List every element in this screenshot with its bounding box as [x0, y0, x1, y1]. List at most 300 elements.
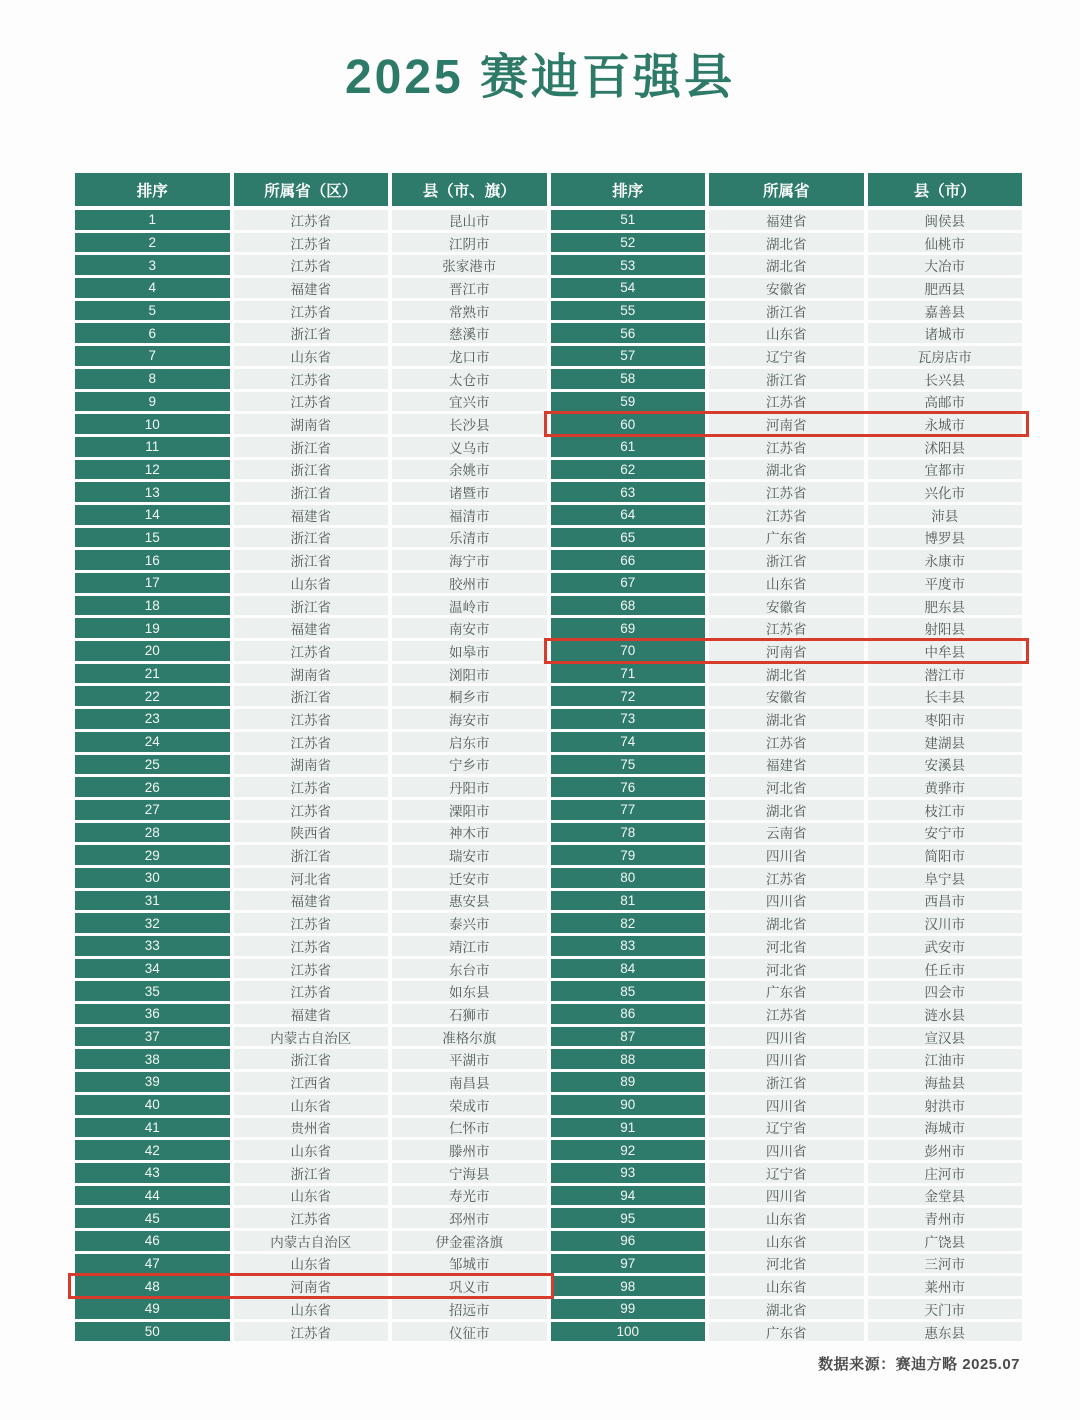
- ranking-table-51-100: [551, 173, 1023, 1341]
- county-cell: 滕州市: [392, 1140, 547, 1160]
- rank-column-header: 排序: [75, 173, 230, 206]
- rank-cell: 39: [75, 1072, 230, 1092]
- province-cell: 江苏省: [234, 981, 389, 1001]
- table-row: [75, 868, 547, 888]
- province-cell: 浙江省: [709, 369, 864, 389]
- province-cell: 福建省: [234, 505, 389, 525]
- table-row: [551, 437, 1023, 457]
- table-row: [551, 323, 1023, 343]
- rank-cell: 97: [551, 1254, 706, 1274]
- table-row: [75, 959, 547, 979]
- rank-cell: 46: [75, 1231, 230, 1251]
- rank-cell: 49: [75, 1299, 230, 1319]
- county-cell: 江油市: [868, 1049, 1023, 1069]
- rank-cell: 85: [551, 981, 706, 1001]
- province-cell: 河北省: [234, 868, 389, 888]
- rank-cell: 51: [551, 210, 706, 230]
- county-cell: 邹城市: [392, 1254, 547, 1274]
- county-cell: 神木市: [392, 823, 547, 843]
- county-cell: 海城市: [868, 1118, 1023, 1138]
- province-cell: 陕西省: [234, 823, 389, 843]
- county-cell: 永城市: [868, 414, 1023, 434]
- table-row: [75, 732, 547, 752]
- table-row: [551, 528, 1023, 548]
- table-row: [75, 573, 547, 593]
- county-cell: 昆山市: [392, 210, 547, 230]
- county-cell: 长兴县: [868, 369, 1023, 389]
- table-row: [75, 1322, 547, 1342]
- county-cell: 青州市: [868, 1208, 1023, 1228]
- rank-cell: 75: [551, 755, 706, 775]
- county-cell: 福清市: [392, 505, 547, 525]
- table-header-row: [75, 173, 547, 206]
- rank-cell: 56: [551, 323, 706, 343]
- province-cell: 江苏省: [234, 913, 389, 933]
- table-row: [75, 845, 547, 865]
- county-cell: 中牟县: [868, 641, 1023, 661]
- table-row-highlighted: [75, 1276, 547, 1296]
- province-cell: 江苏省: [234, 709, 389, 729]
- rank-cell: 4: [75, 278, 230, 298]
- county-cell: 任丘市: [868, 959, 1023, 979]
- province-cell: 江苏省: [709, 437, 864, 457]
- table-row: [551, 255, 1023, 275]
- table-row: [75, 1140, 547, 1160]
- rank-cell: 20: [75, 641, 230, 661]
- province-cell: 湖北省: [709, 255, 864, 275]
- table-row: [551, 210, 1023, 230]
- county-cell: 宁海县: [392, 1163, 547, 1183]
- table-row: [551, 845, 1023, 865]
- county-cell: 简阳市: [868, 845, 1023, 865]
- rank-cell: 7: [75, 346, 230, 366]
- county-cell: 汉川市: [868, 913, 1023, 933]
- county-cell: 惠安县: [392, 891, 547, 911]
- table-row: [551, 1027, 1023, 1047]
- rank-cell: 36: [75, 1004, 230, 1024]
- county-cell: 宣汉县: [868, 1027, 1023, 1047]
- province-cell: 湖北省: [709, 233, 864, 253]
- rank-cell: 94: [551, 1186, 706, 1206]
- table-row: [75, 981, 547, 1001]
- table-row: [75, 505, 547, 525]
- county-cell: 宜兴市: [392, 392, 547, 412]
- county-cell: 常熟市: [392, 301, 547, 321]
- county-cell: 温岭市: [392, 596, 547, 616]
- table-row: [75, 1118, 547, 1138]
- province-cell: 浙江省: [234, 1049, 389, 1069]
- table-row: [75, 686, 547, 706]
- table-row: [75, 1004, 547, 1024]
- table-row: [75, 301, 547, 321]
- province-cell: 河北省: [709, 959, 864, 979]
- province-cell: 江苏省: [709, 482, 864, 502]
- rank-cell: 54: [551, 278, 706, 298]
- county-cell: 余姚市: [392, 460, 547, 480]
- province-cell: 山东省: [709, 1208, 864, 1228]
- table-row: [551, 460, 1023, 480]
- table-row: [551, 1163, 1023, 1183]
- county-cell: 平度市: [868, 573, 1023, 593]
- table-row: [551, 913, 1023, 933]
- table-row: [75, 1163, 547, 1183]
- rank-cell: 23: [75, 709, 230, 729]
- county-cell: 高邮市: [868, 392, 1023, 412]
- rank-cell: 92: [551, 1140, 706, 1160]
- rank-cell: 70: [551, 641, 706, 661]
- county-cell: 彭州市: [868, 1140, 1023, 1160]
- table-row: [75, 255, 547, 275]
- province-cell: 山东省: [709, 1276, 864, 1296]
- rank-cell: 32: [75, 913, 230, 933]
- county-cell: 西昌市: [868, 891, 1023, 911]
- county-cell: 宜都市: [868, 460, 1023, 480]
- table-row: [551, 233, 1023, 253]
- county-cell: 江阴市: [392, 233, 547, 253]
- table-row: [75, 323, 547, 343]
- province-cell: 浙江省: [234, 460, 389, 480]
- province-cell: 江苏省: [709, 868, 864, 888]
- table-row: [551, 1118, 1023, 1138]
- province-cell: 浙江省: [234, 482, 389, 502]
- table-row-highlighted: [551, 414, 1023, 434]
- county-cell: 枝江市: [868, 800, 1023, 820]
- province-cell: 江苏省: [234, 301, 389, 321]
- rank-cell: 5: [75, 301, 230, 321]
- table-row: [75, 936, 547, 956]
- table-row: [551, 1095, 1023, 1115]
- county-cell: 建湖县: [868, 732, 1023, 752]
- county-cell: 仙桃市: [868, 233, 1023, 253]
- rank-cell: 24: [75, 732, 230, 752]
- province-cell: 山东省: [709, 1231, 864, 1251]
- province-cell: 浙江省: [234, 845, 389, 865]
- table-row: [75, 1299, 547, 1319]
- table-row: [551, 369, 1023, 389]
- table-row: [551, 1231, 1023, 1251]
- table-row: [551, 1254, 1023, 1274]
- table-row: [75, 369, 547, 389]
- table-row: [75, 664, 547, 684]
- county-cell: 伊金霍洛旗: [392, 1231, 547, 1251]
- province-cell: 云南省: [709, 823, 864, 843]
- county-cell: 武安市: [868, 936, 1023, 956]
- county-cell: 仁怀市: [392, 1118, 547, 1138]
- province-cell: 浙江省: [234, 686, 389, 706]
- rank-cell: 81: [551, 891, 706, 911]
- province-cell: 福建省: [234, 618, 389, 638]
- table-row: [551, 891, 1023, 911]
- province-cell: 湖南省: [234, 755, 389, 775]
- county-cell: 瓦房店市: [868, 346, 1023, 366]
- province-cell: 四川省: [709, 845, 864, 865]
- table-row: [75, 913, 547, 933]
- province-cell: 山东省: [234, 1186, 389, 1206]
- province-cell: 江苏省: [234, 255, 389, 275]
- rank-cell: 19: [75, 618, 230, 638]
- county-cell: 丹阳市: [392, 777, 547, 797]
- county-cell: 南昌县: [392, 1072, 547, 1092]
- table-row: [551, 755, 1023, 775]
- province-cell: 湖北省: [709, 664, 864, 684]
- table-row: [551, 618, 1023, 638]
- province-cell: 辽宁省: [709, 346, 864, 366]
- table-row: [551, 868, 1023, 888]
- province-cell: 江苏省: [234, 641, 389, 661]
- table-row: [75, 641, 547, 661]
- county-cell: 兴化市: [868, 482, 1023, 502]
- province-cell: 河南省: [709, 414, 864, 434]
- table-row: [551, 1072, 1023, 1092]
- table-row: [551, 1299, 1023, 1319]
- table-row: [551, 709, 1023, 729]
- county-cell: 太仓市: [392, 369, 547, 389]
- county-column-header: 县（市）: [868, 173, 1023, 206]
- province-cell: 内蒙古自治区: [234, 1027, 389, 1047]
- table-row: [75, 1208, 547, 1228]
- county-cell: 胶州市: [392, 573, 547, 593]
- province-cell: 辽宁省: [709, 1118, 864, 1138]
- rank-cell: 90: [551, 1095, 706, 1115]
- table-row: [551, 1004, 1023, 1024]
- rank-cell: 74: [551, 732, 706, 752]
- table-row: [75, 1072, 547, 1092]
- province-cell: 湖南省: [234, 414, 389, 434]
- province-cell: 福建省: [234, 1004, 389, 1024]
- page-title: 2025 赛迪百强县: [344, 51, 736, 104]
- rank-cell: 58: [551, 369, 706, 389]
- province-cell: 安徽省: [709, 686, 864, 706]
- province-column-header: 所属省（区）: [234, 173, 389, 206]
- county-cell: 靖江市: [392, 936, 547, 956]
- rank-cell: 13: [75, 482, 230, 502]
- rank-cell: 11: [75, 437, 230, 457]
- county-cell: 安宁市: [868, 823, 1023, 843]
- county-cell: 安溪县: [868, 755, 1023, 775]
- rank-cell: 22: [75, 686, 230, 706]
- county-cell: 邳州市: [392, 1208, 547, 1228]
- county-cell: 枣阳市: [868, 709, 1023, 729]
- county-cell: 三河市: [868, 1254, 1023, 1274]
- rank-cell: 12: [75, 460, 230, 480]
- rank-cell: 2: [75, 233, 230, 253]
- province-cell: 浙江省: [709, 1072, 864, 1092]
- table-row: [551, 1186, 1023, 1206]
- rank-cell: 35: [75, 981, 230, 1001]
- rank-cell: 27: [75, 800, 230, 820]
- table-row: [75, 709, 547, 729]
- rank-cell: 18: [75, 596, 230, 616]
- rank-cell: 63: [551, 482, 706, 502]
- table-row: [75, 1095, 547, 1115]
- table-row: [551, 505, 1023, 525]
- county-cell: 长丰县: [868, 686, 1023, 706]
- county-cell: 启东市: [392, 732, 547, 752]
- county-cell: 张家港市: [392, 255, 547, 275]
- county-cell: 海宁市: [392, 550, 547, 570]
- rank-cell: 72: [551, 686, 706, 706]
- table-row: [551, 1276, 1023, 1296]
- rank-cell: 52: [551, 233, 706, 253]
- county-cell: 金堂县: [868, 1186, 1023, 1206]
- table-row: [551, 346, 1023, 366]
- province-cell: 浙江省: [234, 1163, 389, 1183]
- county-cell: 莱州市: [868, 1276, 1023, 1296]
- rank-cell: 91: [551, 1118, 706, 1138]
- data-source-note: 数据来源：赛迪方略 2025.07: [818, 1356, 1020, 1373]
- county-cell: 涟水县: [868, 1004, 1023, 1024]
- rank-cell: 64: [551, 505, 706, 525]
- rank-cell: 25: [75, 755, 230, 775]
- table-row: [551, 596, 1023, 616]
- county-cell: 石狮市: [392, 1004, 547, 1024]
- county-cell: 浏阳市: [392, 664, 547, 684]
- rank-cell: 34: [75, 959, 230, 979]
- province-cell: 福建省: [234, 891, 389, 911]
- province-cell: 河南省: [234, 1276, 389, 1296]
- province-cell: 河北省: [709, 777, 864, 797]
- county-cell: 寿光市: [392, 1186, 547, 1206]
- rank-cell: 43: [75, 1163, 230, 1183]
- table-row: [75, 800, 547, 820]
- table-row: [551, 1140, 1023, 1160]
- province-cell: 浙江省: [234, 550, 389, 570]
- table-row: [75, 528, 547, 548]
- county-cell: 嘉善县: [868, 301, 1023, 321]
- rank-cell: 48: [75, 1276, 230, 1296]
- county-cell: 海盐县: [868, 1072, 1023, 1092]
- rank-cell: 73: [551, 709, 706, 729]
- rank-cell: 9: [75, 392, 230, 412]
- province-cell: 湖北省: [709, 709, 864, 729]
- province-cell: 江苏省: [234, 959, 389, 979]
- province-cell: 内蒙古自治区: [234, 1231, 389, 1251]
- county-cell: 潜江市: [868, 664, 1023, 684]
- county-cell: 溧阳市: [392, 800, 547, 820]
- table-row: [551, 777, 1023, 797]
- rank-cell: 82: [551, 913, 706, 933]
- rank-cell: 88: [551, 1049, 706, 1069]
- table-row: [75, 414, 547, 434]
- county-cell: 慈溪市: [392, 323, 547, 343]
- county-cell: 博罗县: [868, 528, 1023, 548]
- rank-cell: 59: [551, 392, 706, 412]
- county-cell: 肥东县: [868, 596, 1023, 616]
- rank-cell: 93: [551, 1163, 706, 1183]
- province-cell: 安徽省: [709, 596, 864, 616]
- county-cell: 大冶市: [868, 255, 1023, 275]
- county-cell: 如皋市: [392, 641, 547, 661]
- province-cell: 河南省: [709, 641, 864, 661]
- table-row: [551, 686, 1023, 706]
- province-cell: 山东省: [234, 1299, 389, 1319]
- county-cell: 沛县: [868, 505, 1023, 525]
- province-cell: 江苏省: [234, 732, 389, 752]
- rank-cell: 96: [551, 1231, 706, 1251]
- province-cell: 浙江省: [234, 437, 389, 457]
- rank-cell: 84: [551, 959, 706, 979]
- province-cell: 江苏省: [234, 800, 389, 820]
- county-cell: 瑞安市: [392, 845, 547, 865]
- county-cell: 射洪市: [868, 1095, 1023, 1115]
- rank-cell: 65: [551, 528, 706, 548]
- county-cell: 平湖市: [392, 1049, 547, 1069]
- table-row: [75, 1027, 547, 1047]
- province-cell: 福建省: [234, 278, 389, 298]
- province-cell: 湖北省: [709, 1299, 864, 1319]
- table-row: [75, 278, 547, 298]
- rank-cell: 29: [75, 845, 230, 865]
- rank-cell: 98: [551, 1276, 706, 1296]
- table-row: [75, 1186, 547, 1206]
- rank-cell: 76: [551, 777, 706, 797]
- rank-cell: 77: [551, 800, 706, 820]
- county-cell: 宁乡市: [392, 755, 547, 775]
- province-cell: 安徽省: [709, 278, 864, 298]
- rank-cell: 87: [551, 1027, 706, 1047]
- rank-cell: 53: [551, 255, 706, 275]
- ranking-table-1-50: [75, 173, 547, 1341]
- province-cell: 福建省: [709, 210, 864, 230]
- province-cell: 湖北省: [709, 913, 864, 933]
- table-row: [75, 755, 547, 775]
- table-row: [75, 233, 547, 253]
- county-cell: 长沙县: [392, 414, 547, 434]
- county-cell: 准格尔旗: [392, 1027, 547, 1047]
- table-row: [75, 1231, 547, 1251]
- table-row: [75, 618, 547, 638]
- table-row: [75, 460, 547, 480]
- rank-cell: 44: [75, 1186, 230, 1206]
- province-cell: 浙江省: [709, 550, 864, 570]
- rank-cell: 45: [75, 1208, 230, 1228]
- rank-cell: 42: [75, 1140, 230, 1160]
- county-cell: 广饶县: [868, 1231, 1023, 1251]
- county-cell: 庄河市: [868, 1163, 1023, 1183]
- county-cell: 黄骅市: [868, 777, 1023, 797]
- table-row: [75, 891, 547, 911]
- rank-cell: 16: [75, 550, 230, 570]
- county-column-header: 县（市、旗）: [392, 173, 547, 206]
- province-cell: 浙江省: [709, 301, 864, 321]
- table-row: [551, 1049, 1023, 1069]
- county-cell: 东台市: [392, 959, 547, 979]
- county-cell: 桐乡市: [392, 686, 547, 706]
- county-cell: 海安市: [392, 709, 547, 729]
- table-row: [551, 550, 1023, 570]
- rank-cell: 8: [75, 369, 230, 389]
- rank-cell: 83: [551, 936, 706, 956]
- province-cell: 河北省: [709, 1254, 864, 1274]
- rank-cell: 55: [551, 301, 706, 321]
- rank-cell: 78: [551, 823, 706, 843]
- table-row: [75, 392, 547, 412]
- table-row-highlighted: [551, 641, 1023, 661]
- province-cell: 广东省: [709, 1322, 864, 1342]
- province-cell: 江苏省: [709, 732, 864, 752]
- province-cell: 山东省: [709, 573, 864, 593]
- county-cell: 晋江市: [392, 278, 547, 298]
- rank-cell: 61: [551, 437, 706, 457]
- county-cell: 荣成市: [392, 1095, 547, 1115]
- province-cell: 江苏省: [709, 618, 864, 638]
- rank-cell: 38: [75, 1049, 230, 1069]
- table-row: [75, 210, 547, 230]
- table-row: [75, 823, 547, 843]
- rank-cell: 60: [551, 414, 706, 434]
- county-cell: 阜宁县: [868, 868, 1023, 888]
- table-row: [551, 664, 1023, 684]
